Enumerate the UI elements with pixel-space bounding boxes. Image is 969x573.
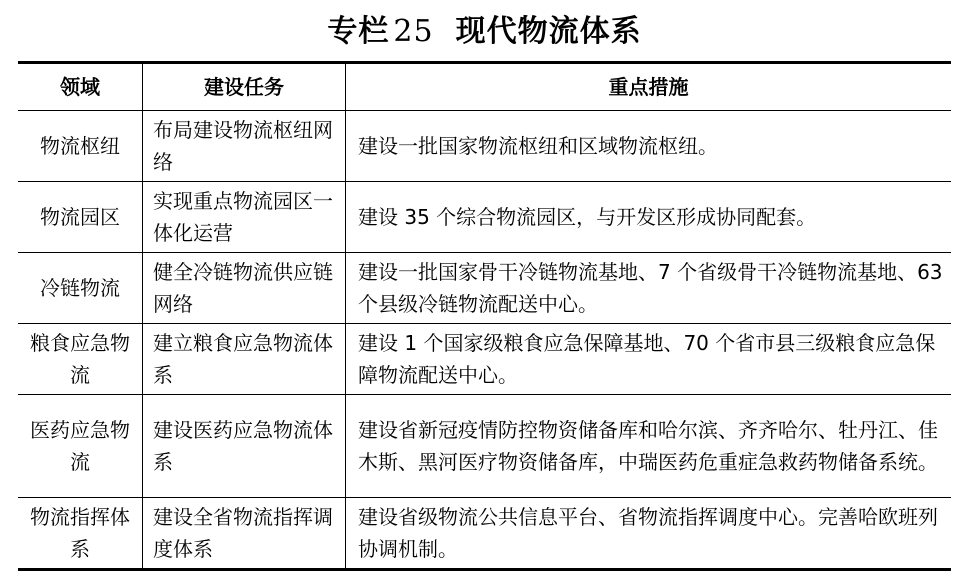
cell-domain: 医药应急物流 bbox=[18, 395, 143, 498]
cell-measure: 建设省级物流公共信息平台、省物流指挥调度中心。完善哈欧班列协调机制。 bbox=[358, 505, 938, 561]
table-row bbox=[18, 395, 951, 498]
title-text: 现代物流体系 bbox=[455, 14, 642, 49]
table-row bbox=[18, 324, 951, 395]
column-title bbox=[0, 12, 969, 52]
cell-measure: 建设一批国家物流枢纽和区域物流枢纽。 bbox=[346, 111, 952, 182]
logistics-table bbox=[18, 61, 951, 571]
cell-task: 建设全省物流指挥调度体系 bbox=[143, 498, 346, 570]
cell-domain: 物流指挥体系 bbox=[18, 498, 143, 570]
table-row bbox=[18, 182, 951, 253]
cell-task: 实现重点物流园区一体化运营 bbox=[143, 182, 346, 253]
cell-task: 建设医药应急物流体系 bbox=[143, 395, 346, 498]
header-task: 建设任务 bbox=[143, 63, 346, 111]
cell-measure: 建设省新冠疫情防控物资储备库和哈尔滨、齐齐哈尔、牡丹江、佳木斯、黑河医疗物资储备库，中瑞医药危重症急救药物储备系统。 bbox=[346, 395, 952, 498]
cell-measure: 建设 35 个综合物流园区，与开发区形成协同配套。 bbox=[346, 182, 952, 253]
cell-domain: 物流园区 bbox=[18, 182, 143, 253]
header-domain: 领域 bbox=[18, 63, 143, 111]
header-measure: 重点措施 bbox=[346, 63, 952, 111]
cell-task: 健全冷链物流供应链网络 bbox=[143, 253, 346, 324]
title-prefix: 专栏 bbox=[327, 14, 390, 49]
cell-measure: 建设 1 个国家级粮食应急保障基地、70 个省市县三级粮食应急保障物流配送中心。 bbox=[346, 324, 952, 395]
cell-domain: 粮食应急物流 bbox=[18, 324, 143, 395]
cell-measure: 建设一批国家骨干冷链物流基地、7 个省级骨干冷链物流基地、63 个县级冷链物流配送中心。 bbox=[346, 253, 952, 324]
table-row bbox=[18, 111, 951, 182]
cell-domain: 物流枢纽 bbox=[18, 111, 143, 182]
cell-domain: 冷链物流 bbox=[18, 253, 143, 324]
table-row bbox=[18, 253, 951, 324]
table-header-row bbox=[18, 63, 951, 111]
table-row bbox=[18, 498, 951, 570]
title-number: 25 bbox=[393, 14, 434, 49]
cell-task: 布局建设物流枢纽网络 bbox=[143, 111, 346, 182]
cell-task: 建立粮食应急物流体系 bbox=[143, 324, 346, 395]
